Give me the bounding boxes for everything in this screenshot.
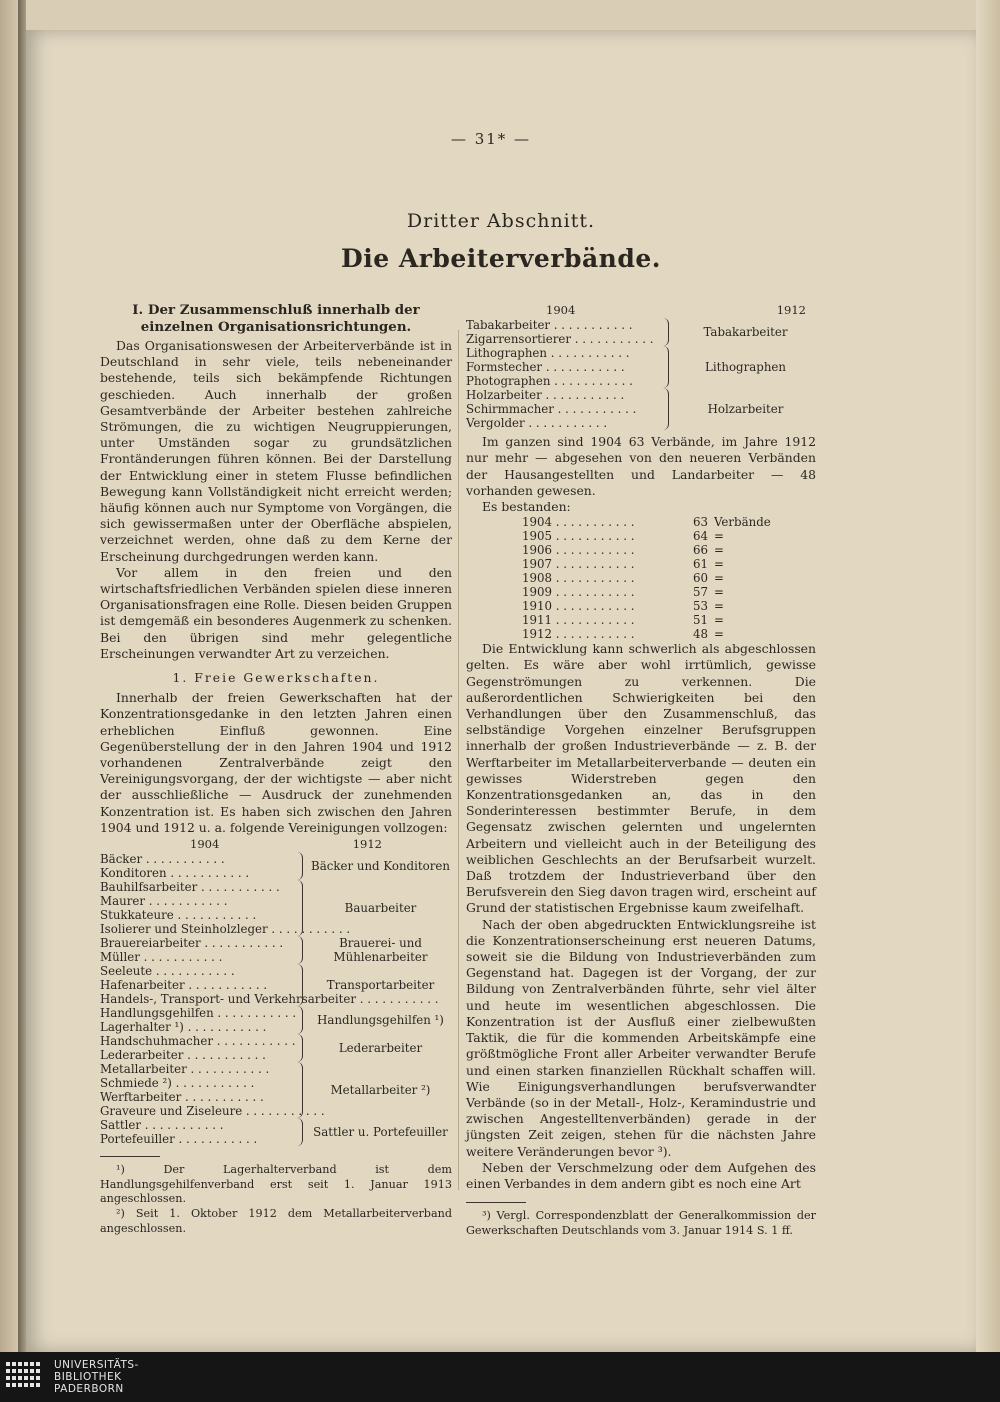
- count-table: [466, 515, 816, 641]
- count-year: 1905 . . .: [522, 529, 672, 543]
- count-row: [466, 515, 816, 529]
- section-subtitle: Dritter Abschnitt.: [406, 210, 596, 232]
- merged-unions: [466, 388, 658, 430]
- brace: [658, 318, 669, 346]
- column-divider: [458, 330, 459, 1190]
- union-name: Seeleute . . .: [100, 964, 292, 978]
- resulting-union: Brauerei- und Mühlenarbeiter: [333, 936, 428, 965]
- count-row: [466, 599, 816, 613]
- resulting-union: Lederarbeiter: [338, 1041, 423, 1056]
- count-unit: =: [714, 571, 724, 586]
- merger-table-header: [100, 836, 452, 852]
- year-label: 1904: [546, 303, 576, 317]
- union-name: Holzarbeiter . . .: [466, 388, 658, 402]
- merger-group: [466, 318, 816, 346]
- union-name: Bäcker . . .: [100, 852, 292, 866]
- brace: [292, 936, 303, 964]
- brace: [658, 346, 669, 388]
- merger-group: [466, 346, 816, 388]
- count-value: 57: [692, 585, 708, 600]
- paragraph: Das Organisationswesen der Arbeiterverbände ist in Deutschland in sehr viele, teils nebeneinander bestehende, teils sich bekämpfende Richtungen geschieden. Auch innerhalb der großen Gesamtverbände der Arbeiter bestehen zahlreiche Strömungen, die zu wichtigen Neugruppierungen, unter Umständen sogar zu grundsätzlichen Frontänderungen führen können. Bei der Darstellung der Entwicklung einer in stetem Flusse befindlichen Bewegung kann Vollständigkeit nicht erreicht werden; häufig können auch nur Symptome von Vorgängen, die sich gewissermaßen unter der Oberfläche abspielen, verzeichnet werden, ohne daß zu dem Kerne der Erscheinung durchgedrungen werden kann.: [100, 338, 452, 564]
- resulting-union: Bäcker und Konditoren: [311, 859, 450, 874]
- brace: [658, 388, 669, 430]
- brace: [292, 1118, 303, 1146]
- count-value: 53: [692, 599, 708, 614]
- merger-group: [100, 852, 452, 880]
- count-unit: =: [714, 613, 724, 628]
- library-name: UNIVERSITÄTS- BIBLIOTHEK PADERBORN: [54, 1359, 139, 1395]
- count-year: 1906 . . .: [522, 543, 672, 557]
- union-name: Vergolder . . .: [466, 416, 658, 430]
- union-name: Tabakarbeiter . . .: [466, 318, 658, 332]
- merger-group: [100, 1118, 452, 1146]
- merged-unions: [100, 1062, 292, 1118]
- union-name: Brauereiarbeiter . . .: [100, 936, 292, 950]
- merged-unions: [100, 1034, 292, 1062]
- merged-unions: [100, 880, 292, 936]
- count-unit: =: [714, 543, 724, 558]
- resulting-union: Transportarbeiter: [326, 978, 435, 993]
- paragraph: Innerhalb der freien Gewerkschaften hat der Konzentrationsgedanke in den letzten Jahren einen erheblichen Einfluß gewonnen. Eine Gegenüberstellung der in den Jahren 1904 und 1912 vorhandenen Zentralverbände zeigt den Vereinigungsvorgang, der der wichtigste — aber nicht der ausschließliche — Ausdruck der zunehmenden Konzentration ist. Es haben sich zwischen den Jahren 1904 und 1912 u. a. folgende Vereinigungen vollzogen:: [100, 690, 452, 835]
- year-label: 1912: [776, 303, 806, 317]
- paragraph: Im ganzen sind 1904 63 Verbände, im Jahre 1912 nur mehr — abgesehen von den neueren Verbänden der Hausangestellten und Landarbeiter — 48 vorhanden gewesen.: [466, 434, 816, 498]
- count-value: 66: [692, 543, 708, 558]
- resulting-union: Lithographen: [705, 360, 786, 375]
- merged-unions: [100, 1006, 292, 1034]
- merger-table: [466, 318, 816, 430]
- book-binding: [18, 0, 26, 1352]
- year-label: 1912: [352, 837, 382, 852]
- union-name: Portefeuiller . . .: [100, 1132, 292, 1146]
- brace: [292, 880, 303, 936]
- resulting-union: Bauarbeiter: [344, 901, 417, 916]
- page-edge: [976, 0, 1000, 1352]
- merger-group: [100, 1062, 452, 1118]
- count-row: [466, 543, 816, 557]
- count-row: [466, 613, 816, 627]
- union-name: Hafenarbeiter . . .: [100, 978, 292, 992]
- page-number: — 31* —: [450, 130, 532, 148]
- union-name: Handels-, Transport- und Verkehrsarbeiter . . .: [100, 992, 292, 1006]
- count-year: 1907 . . .: [522, 557, 672, 571]
- right-column: [466, 302, 816, 1238]
- footnote: ²) Seit 1. Oktober 1912 dem Metallarbeiterverband angeschlossen.: [100, 1207, 452, 1235]
- merger-group: [100, 936, 452, 964]
- union-name: Lithographen . . .: [466, 346, 658, 360]
- resulting-union: Tabakarbeiter: [703, 325, 788, 340]
- footnote: ¹) Der Lagerhalterverband ist dem Handlungsgehilfenverband erst seit 1. Januar 1913 angeschlossen.: [100, 1163, 452, 1206]
- library-banner: [0, 1352, 1000, 1402]
- left-column: [100, 302, 452, 1236]
- paragraph: Nach der oben abgedruckten Entwicklungsreihe ist die Konzentrationserscheinung erst neueren Datums, soweit sie die Bildung von Industrieverbänden zum Gegenstand hat. Dagegen ist der Vorgang, der zur Bildung von Zentralverbänden führte, sehr viel älter und heute im wesentlichen abgeschlossen. Die Konzentration ist der Ausfluß einer zielbewußten Taktik, die für die kommenden Arbeitskämpfe eine größtmögliche Front aller Arbeiter verwandter Berufe und einen starken finanziellen Rückhalt schaffen will. Wie Einigungsverhandlungen berufsverwandter Verbände (so in der Metall-, Holz-, Keramindustrie und zwischen Angestelltenverbänden) gerade in der jüngsten Zeit zeigen, stehen für die nächsten Jahre weitere Veränderungen bevor ³).: [466, 916, 816, 1159]
- count-value: 60: [692, 571, 708, 586]
- count-unit: =: [714, 599, 724, 614]
- count-unit: =: [714, 585, 724, 600]
- resulting-union: Sattler u. Portefeuiller: [313, 1125, 448, 1140]
- union-name: Formstecher . . .: [466, 360, 658, 374]
- year-label: 1904: [190, 837, 220, 852]
- brace: [292, 852, 303, 880]
- brace: [292, 1006, 303, 1034]
- merger-group: [100, 1006, 452, 1034]
- union-name: Metallarbeiter . . .: [100, 1062, 292, 1076]
- count-year: 1911 . . .: [522, 613, 672, 627]
- count-row: [466, 627, 816, 641]
- merger-table: [100, 852, 452, 1146]
- count-year: 1909 . . .: [522, 585, 672, 599]
- count-row: [466, 571, 816, 585]
- union-name: Schmiede ²) . . .: [100, 1076, 292, 1090]
- union-name: Müller . . .: [100, 950, 292, 964]
- union-name: Sattler . . .: [100, 1118, 292, 1132]
- merged-unions: [466, 346, 658, 388]
- paragraph: Neben der Verschmelzung oder dem Aufgehen des einen Verbandes in dem andern gibt es noch eine Art: [466, 1159, 816, 1191]
- union-name: Stukkateure . . .: [100, 908, 292, 922]
- merger-group: [100, 964, 452, 1006]
- merger-group: [100, 880, 452, 936]
- paragraph: Vor allem in den freien und den wirtschaftsfriedlichen Verbänden spielen diese inneren Organisationsfragen eine Rolle. Diesen beiden Gruppen ist demgemäß ein besonderes Augenmerk zu schenken. Bei den übrigen sind mehr gelegentliche Erscheinungen verwandter Art zu verzeichen.: [100, 564, 452, 661]
- paragraph: Es bestanden:: [482, 499, 571, 515]
- count-value: 64: [692, 529, 708, 544]
- union-name: Bauhilfsarbeiter . . .: [100, 880, 292, 894]
- union-name: Handlungsgehilfen . . .: [100, 1006, 292, 1020]
- book-page: [26, 30, 976, 1352]
- resulting-union: Handlungsgehilfen ¹): [317, 1013, 444, 1028]
- count-unit: Verbände: [714, 515, 771, 530]
- section-title: Die Arbeiterverbände.: [341, 244, 661, 273]
- union-name: Isolierer und Steinholzleger . . .: [100, 922, 292, 936]
- count-year: 1904 . . .: [522, 515, 672, 529]
- paragraph: Die Entwicklung kann schwerlich als abgeschlossen gelten. Es wäre aber wohl irrtümlich, gewisse Gegenströmungen zu verkennen. Die außerordentlichen Schwierigkeiten bei den Verhandlungen über den Zusammenschluß, das selbständige Vorgehen einzelner Berufsgruppen innerhalb der großen Industrieverbände — z. B. der Werftarbeiter im Metallarbeiterverbande — deuten ein gewisses Widerstreben gegen den Konzentrationsgedanken an, das in den Sonderinteressen bestimmter Berufe, in dem Gegensatz zwischen gelernten und ungelernten Arbeitern und vielleicht auch in der Beteiligung des weiblichen Geschlechts an der Berufsarbeit wurzelt. Daß trotzdem der Industrieverband über den Berufsverein den Sieg davon tragen wird, erscheint auf Grund der statistischen Ergebnisse kaum zweifelhaft.: [466, 641, 816, 916]
- union-name: Schirmmacher . . .: [466, 402, 658, 416]
- merged-unions: [100, 964, 357, 1007]
- merger-table-header: [466, 302, 816, 318]
- count-row: [466, 585, 816, 599]
- merged-unions: [100, 1118, 292, 1146]
- count-year: 1908 . . .: [522, 571, 672, 585]
- library-logo-icon: [6, 1362, 42, 1392]
- footnote: ³) Vergl. Correspondenzblatt der Generalkommission der Gewerkschaften Deutschlands vom 3. Januar 1914 S. 1 ff.: [466, 1209, 816, 1237]
- count-unit: =: [714, 557, 724, 572]
- count-year: 1912 . . .: [522, 627, 672, 641]
- count-value: 51: [692, 613, 708, 628]
- brace: [292, 1034, 303, 1062]
- count-unit: =: [714, 627, 724, 642]
- count-value: 61: [692, 557, 708, 572]
- merger-group: [100, 1034, 452, 1062]
- merged-unions: [466, 318, 658, 346]
- merged-unions: [100, 936, 292, 964]
- count-row: [466, 529, 816, 543]
- footnote-rule: [466, 1202, 526, 1203]
- brace: [292, 964, 303, 1006]
- subsection-heading: 1. Freie Gewerkschaften.: [172, 670, 380, 686]
- footnote-rule: [100, 1156, 160, 1157]
- chapter-heading: I. Der Zusammenschluß innerhalb der einzelnen Organisationsrichtungen.: [132, 302, 420, 335]
- count-row: [466, 557, 816, 571]
- merged-unions: [100, 852, 292, 880]
- union-name: Konditoren . . .: [100, 866, 292, 880]
- count-value: 63: [692, 515, 708, 530]
- union-name: Lederarbeiter . . .: [100, 1048, 292, 1062]
- union-name: Graveure und Ziseleure . . .: [100, 1104, 292, 1118]
- brace: [292, 1062, 303, 1118]
- count-value: 48: [692, 627, 708, 642]
- resulting-union: Holzarbeiter: [707, 402, 784, 417]
- union-name: Photographen . . .: [466, 374, 658, 388]
- count-year: 1910 . . .: [522, 599, 672, 613]
- merger-group: [466, 388, 816, 430]
- union-name: Werftarbeiter . . .: [100, 1090, 292, 1104]
- union-name: Lagerhalter ¹) . . .: [100, 1020, 292, 1034]
- count-unit: =: [714, 529, 724, 544]
- union-name: Zigarrensortierer . . .: [466, 332, 658, 346]
- resulting-union: Metallarbeiter ²): [330, 1083, 431, 1098]
- union-name: Handschuhmacher . . .: [100, 1034, 292, 1048]
- union-name: Maurer . . .: [100, 894, 292, 908]
